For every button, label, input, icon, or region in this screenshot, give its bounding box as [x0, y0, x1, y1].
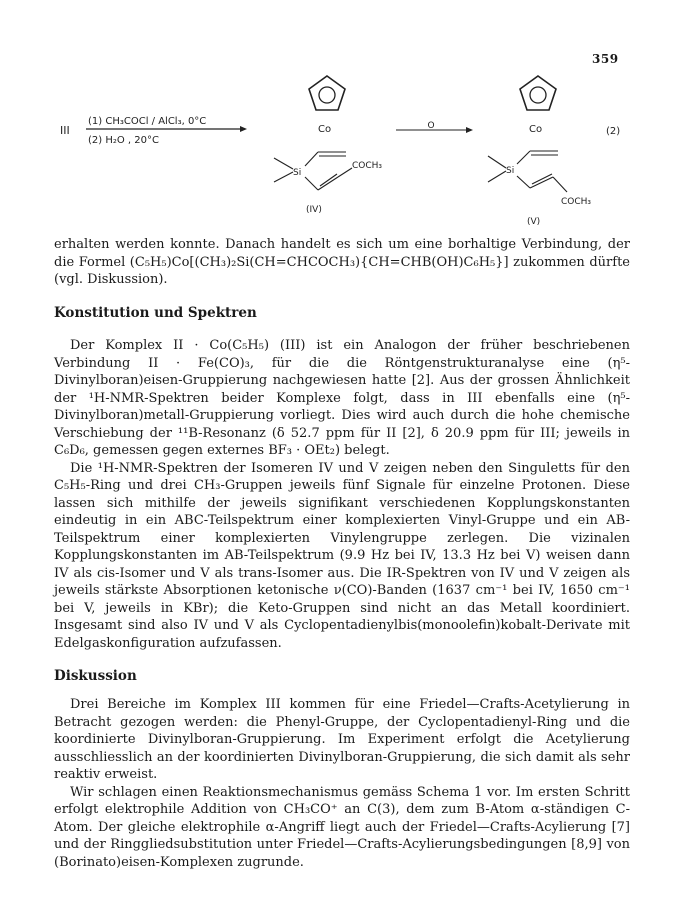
metal-label-v: Co	[529, 124, 543, 135]
compound-iv-structure	[274, 76, 382, 215]
si-label-v: Si	[506, 166, 515, 176]
intro-paragraph: erhalten werden konnte. Danach handelt es sich um eine borhaltige Verbindung, der die Formel (C₅H₅)Co[(CH₃)₂Si(CH=CHCOCH₃){CH=CHB(OH)C₆H₅}] zukommen dürfte (vgl. Diskussion).	[54, 237, 630, 287]
konstitution-paragraph-1: Der Komplex II · Co(C₅H₅) (III) ist ein Analogon der früher beschriebenen Verbindung II · Fe(CO)₃, für die die Röntgenstrukturanalyse eine (η⁵-Divinylboran)eisen-Gruppierung nachgewiesen hatte [2]. Aus der grossen Ähnlichkeit der ¹H-NMR-Spektren beider Komplexe folgt, dass in III ebenfalls eine (η⁵-Divinylboran)metall-Gruppierung vorliegt. Dies wird auch durch die hohe chemische Verschiebung der ¹¹B-Resonanz (δ 52.7 ppm für II [2], δ 20.9 ppm für III; jeweils in C₆D₆, gemessen gegen externes BF₃ · OEt₂) belegt.	[54, 338, 630, 458]
vinylene-double-bond-iv	[320, 174, 337, 186]
reaction-scheme	[0, 0, 680, 240]
section-heading-konstitution: Konstitution und Spektren	[54, 305, 257, 321]
diskussion-section-text	[54, 696, 630, 871]
scheme-condition-2: (2) H₂O , 20°C	[88, 135, 159, 146]
konstitution-section-text	[54, 337, 630, 652]
scheme-reactant-numeral: III	[60, 124, 70, 137]
vinylene-bond-iv-2	[318, 177, 338, 190]
acetyl-bond-iv	[338, 168, 352, 177]
methyl-bond-iv-2	[274, 172, 293, 182]
intro-paragraph-block	[54, 236, 630, 289]
compound-v-label: (V)	[527, 217, 541, 227]
methyl-bond-v-1	[488, 156, 506, 168]
diskussion-paragraph-1: Drei Bereiche im Komplex III kommen für eine Friedel—Crafts-Acetylierung in Betracht gezogen werden: die Phenyl-Gruppe, der Cyclopentadienyl-Ring und die koordinierte Divinylboran-Gruppierung. Im Experiment erfolgt die Acetylierung ausschliesslich an der koordinierten Divinylboran-Gruppierung, die sich damit als sehr reaktiv erweist.	[54, 697, 630, 782]
vinyl-bond-iv-1	[305, 152, 318, 166]
scheme-condition-1: (1) CH₃COCl / AlCl₃, 0°C	[88, 116, 207, 127]
si-label-iv: Si	[293, 168, 302, 178]
equation-number: (2)	[606, 126, 621, 137]
cp-ring-v	[520, 76, 556, 110]
acetyl-label-v: COCH₃	[561, 197, 592, 207]
cp-ring-circle-iv	[319, 87, 335, 103]
compound-iv-label: (IV)	[306, 205, 322, 215]
scheme-arrowhead-1	[240, 126, 247, 132]
diskussion-paragraph-2: Wir schlagen einen Reaktionsmechanismus gemäss Schema 1 vor. Im ersten Schritt erfolgt elektrophile Addition von CH₃CO⁺ an C(3), dem zum B-Atom α-ständigen C-Atom. Der gleiche elektrophile α-Angriff liegt auch der Friedel—Crafts-Acylierung [7] und der Ringgliedsubstitution unter Friedel—Crafts-Acylierungsbedingungen [8,9] von (Borinato)eisen-Komplexen zugrunde.	[54, 784, 630, 870]
scheme-arrowhead-2	[466, 127, 473, 133]
section-heading-diskussion: Diskussion	[54, 668, 137, 684]
methyl-bond-v-2	[488, 171, 506, 182]
compound-v-structure	[488, 76, 591, 227]
metal-label-iv: Co	[318, 124, 332, 135]
page-number: 359	[592, 52, 619, 66]
scheme-arrow-label: O	[427, 121, 435, 131]
cp-ring-iv	[309, 76, 345, 110]
acetyl-bond-v	[553, 177, 567, 192]
vinyl-bond-v-1	[517, 151, 530, 164]
vinylene-bond-iv-1	[305, 177, 318, 190]
acetyl-label-iv: COCH₃	[352, 161, 383, 171]
vinylene-bond-v-1	[517, 176, 530, 188]
methyl-bond-iv-1	[274, 158, 293, 169]
konstitution-paragraph-2: Die ¹H-NMR-Spektren der Isomeren IV und V zeigen neben den Singuletts für den C₅H₅-Ring und drei CH₃-Gruppen jeweils fünf Signale für einzelne Protonen. Diese lassen sich mithilfe der jeweils signifikant verschiedenen Kopplungskonstanten eindeutig in ein ABC-Teilspektrum einer komplexierten Vinyl-Gruppe und ein AB-Teilspektrum einer komplexierten Vinylengruppe zerlegen. Die vizinalen Kopplungskonstanten im AB-Teilspektrum (9.9 Hz bei IV, 13.3 Hz bei V) weisen dann IV als cis-Isomer und V als trans-Isomer aus. Die IR-Spektren von IV und V zeigen als jeweils stärkste Absorptionen ketonische ν(CO)-Banden (1637 cm⁻¹ bei IV, 1650 cm⁻¹ bei V, jeweils in KBr); die Keto-Gruppen sind nicht an das Metall koordiniert. Insgesamt sind also IV und V als Cyclopentadienylbis(monoolefin)kobalt-Derivate mit Edelgaskonfiguration aufzufassen.	[54, 460, 630, 651]
cp-ring-circle-v	[530, 87, 546, 103]
